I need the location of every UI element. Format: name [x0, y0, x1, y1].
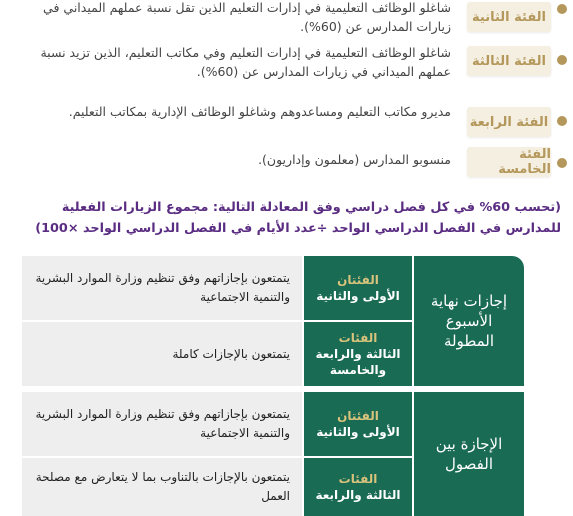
- description-cell: يتمتعون بالإجازات كاملة: [22, 322, 302, 386]
- category-description: شاغلو الوظائف التعليمية في إدارات التعليم الذين تقل نسبة عملهم الميداني في زيارات المدارس عن (60%).: [43, 0, 451, 34]
- category-cell-bottom: الثالثة والرابعة والخامسة: [315, 347, 401, 377]
- category-description: منسوبو المدارس (معلمون وإداريون).: [258, 152, 451, 167]
- leave-table: [22, 256, 524, 516]
- description-cell: يتمتعون بإجازاتهم وفق تنظيم وزارة الموارد البشرية والتنمية الاجتماعية: [22, 392, 302, 456]
- category-cell-bottom: الأولى والثانية: [316, 289, 400, 303]
- category-cell-top: الفئتان: [337, 273, 379, 287]
- category-cell-bottom: الثالثة والرابعة: [315, 488, 401, 502]
- section-title: إجازات نهاية الأسبوع المطولة: [414, 256, 524, 386]
- category-label: الفئة الثالثة: [467, 46, 551, 76]
- category-cell-top: الفئتان: [337, 409, 379, 423]
- category-cell-top: الفئات: [338, 331, 378, 345]
- section-title: الإجازة بين الفصول: [414, 392, 524, 516]
- category-label: الفئة الثانية: [467, 2, 551, 32]
- bullet-icon: [557, 55, 567, 65]
- category-label: الفئة الرابعة: [467, 107, 551, 137]
- category-description: شاغلو الوظائف التعليمية في إدارات التعليم وفي مكاتب التعليم، الذين تزيد نسبة عملهم الميداني في زيارات المدارس عن (60%).: [40, 45, 451, 79]
- category-cell-top: الفئات: [338, 472, 378, 486]
- category-cell: [304, 392, 412, 456]
- description-cell: يتمتعون بإجازاتهم وفق تنظيم وزارة الموارد البشرية والتنمية الاجتماعية: [22, 256, 302, 320]
- category-cell: [304, 322, 412, 386]
- description-cell: يتمتعون بالإجازات بالتناوب بما لا يتعارض مع مصلحة العمل: [22, 458, 302, 516]
- bullet-icon: [557, 116, 567, 126]
- category-cell: [304, 256, 412, 320]
- category-cell: [304, 458, 412, 516]
- bullet-icon: [557, 4, 567, 14]
- category-cell-bottom: الأولى والثانية: [316, 425, 400, 439]
- bullet-icon: [557, 158, 567, 168]
- category-label: الفئة الخامسة: [467, 147, 551, 177]
- formula-note: (تحسب 60% في كل فصل دراسي وفق المعادلة التالية: مجموع الزيارات الفعلية للمدارس في الفصل الدراسي الواحد ÷عدد الأيام في الفصل الدراسي الواحد ×100): [35, 200, 561, 236]
- category-description: مديرو مكاتب التعليم ومساعدوهم وشاغلو الوظائف الإدارية بمكاتب التعليم.: [68, 104, 451, 119]
